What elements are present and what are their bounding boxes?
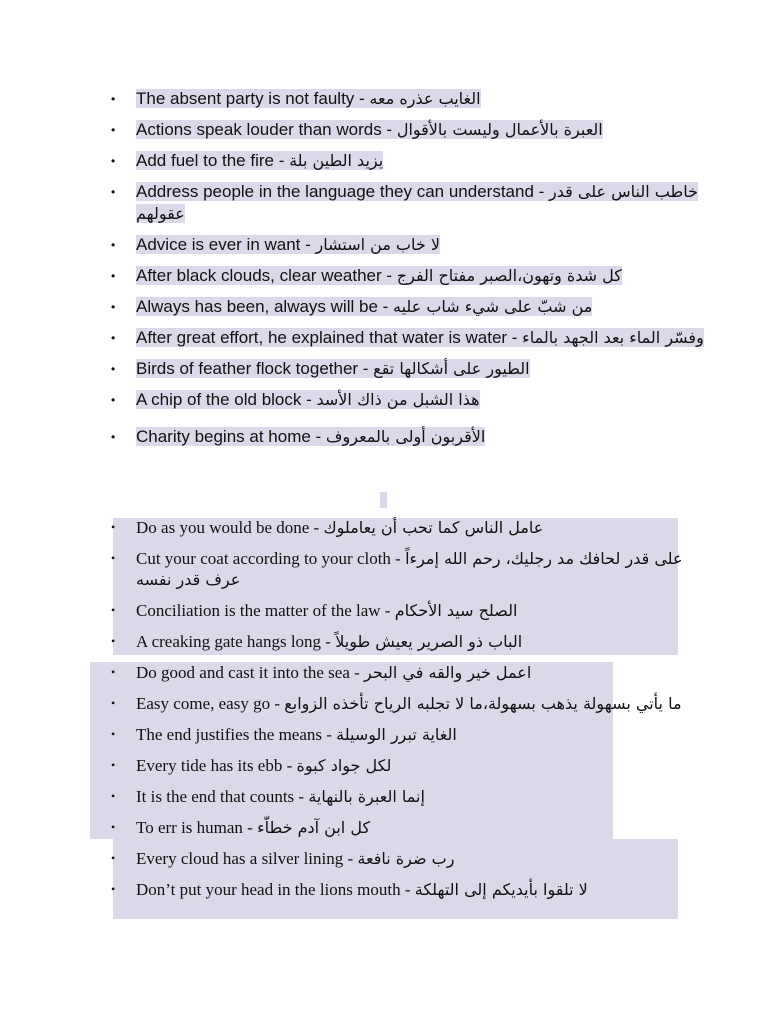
arabic-proverb: العبرة بالأعمال وليست بالأقوال [396,120,603,139]
list-item [108,265,728,287]
list-item [108,548,688,590]
bullet: • [111,603,116,617]
english-proverb: It is the end that counts - [136,787,309,806]
english-proverb: Every cloud has a silver lining - [136,849,358,868]
arabic-proverb: اعمل خير والقه في البحر [364,663,532,682]
bullet: • [111,430,116,444]
english-proverb: Every tide has its ebb - [136,756,297,775]
list-item [108,693,688,714]
bullet: • [111,634,116,648]
english-proverb: Always has been, always will be - [136,297,394,316]
english-proverb: After black clouds, clear weather - [136,266,397,285]
arabic-proverb: رب ضرة نافعة [357,849,455,868]
list-item [108,234,728,256]
list-item [108,631,688,652]
arabic-proverb: ما يأتي بسهولة يذهب بسهولة،ما لا تجلبه الرياح تأخذه الزوابع [284,694,682,713]
bullet: • [111,520,116,534]
arabic-proverb: كل ابن آدم خطاّء [257,818,371,837]
bullet: • [111,789,116,803]
arabic-proverb: لكل جواد كبوة [296,756,392,775]
list-item [108,88,728,110]
list-item [108,879,688,900]
arabic-proverb: وفسّر الماء بعد الجهد بالماء [522,328,704,347]
list-item [108,119,728,141]
bullet: • [111,551,116,565]
english-proverb: Add fuel to the fire - [136,151,290,170]
english-proverb: Advice is ever in want - [136,235,316,254]
list-item [108,389,728,411]
bullet: • [111,882,116,896]
arabic-proverb: الباب ذو الصرير يعيش طويلاً [335,632,523,651]
english-proverb: After great effort, he explained that water is water - [136,328,523,347]
bullet: • [111,154,116,168]
english-proverb: Charity begins at home - [136,427,326,446]
english-proverb: Cut your coat according to your cloth - [136,549,406,568]
list-item [108,517,688,538]
bullet: • [111,393,116,407]
list-item [108,724,688,745]
bullet: • [111,269,116,283]
english-proverb: Conciliation is the matter of the law - [136,601,395,620]
english-proverb: To err is human - [136,818,258,837]
list-item [108,358,728,380]
list-item [108,296,728,318]
english-proverb: Birds of feather flock together - [136,359,374,378]
arabic-proverb: خاطب الناس على قدر عقولهم [136,182,698,223]
arabic-proverb: كل شدة وتهون،الصبر مفتاح الفرج [396,266,622,285]
proverb-list-sans [108,88,728,457]
bullet: • [111,727,116,741]
arabic-proverb: إنما العبرة بالنهاية [308,787,425,806]
list-item [108,426,728,448]
arabic-proverb: على قدر لحافك مد رجليك، رحم الله إمرءاً عرف قدر نفسه [136,549,683,589]
bullet: • [111,758,116,772]
bullet: • [111,820,116,834]
english-proverb: A creaking gate hangs long - [136,632,336,651]
arabic-proverb: لا تلقوا بأيديكم إلى التهلكة [414,880,588,899]
english-proverb: Actions speak louder than words - [136,120,397,139]
arabic-proverb: لا خاب من استشار [315,235,441,254]
bullet: • [111,123,116,137]
bullet: • [111,300,116,314]
bullet: • [111,362,116,376]
english-proverb: Don’t put your head in the lions mouth - [136,880,415,899]
arabic-proverb: الغاية تبرر الوسيلة [336,725,457,744]
english-proverb: Easy come, easy go - [136,694,285,713]
english-proverb: Do as you would be done - [136,518,324,537]
list-item [108,150,728,172]
arabic-proverb: هذا الشبل من ذاك الأسد [316,390,480,409]
list-item [108,755,688,776]
bullet: • [111,331,116,345]
bullet: • [111,696,116,710]
list-item [108,817,688,838]
english-proverb: The absent party is not faulty - [136,89,370,108]
english-proverb: A chip of the old block - [136,390,317,409]
bullet: • [111,185,116,199]
bullet: • [111,851,116,865]
bullet: • [111,238,116,252]
list-item [108,662,688,683]
english-proverb: Do good and cast it into the sea - [136,663,365,682]
arabic-proverb: الأقربون أولى بالمعروف [325,427,486,446]
english-proverb: Address people in the language they can understand - [136,182,550,201]
list-item [108,848,688,869]
arabic-proverb: الغايب عذره معه [369,89,481,108]
list-item [108,600,688,621]
list-item [108,327,728,349]
arabic-proverb: الصلح سيد الأحكام [394,601,518,620]
list-item [108,786,688,807]
arabic-proverb: من شبّ على شيء شاب عليه [393,297,593,316]
english-proverb: The end justifies the means - [136,725,337,744]
arabic-proverb: الطيور على أشكالها تقع [373,359,530,378]
arabic-proverb: يزيد الطين بلة [289,151,384,170]
proverb-list-serif [108,517,688,910]
bullet: • [111,92,116,106]
bullet: • [111,665,116,679]
empty-paragraph-highlight [380,492,387,508]
arabic-proverb: عامل الناس كما تحب أن يعاملوك [323,518,544,537]
list-item [108,181,728,225]
